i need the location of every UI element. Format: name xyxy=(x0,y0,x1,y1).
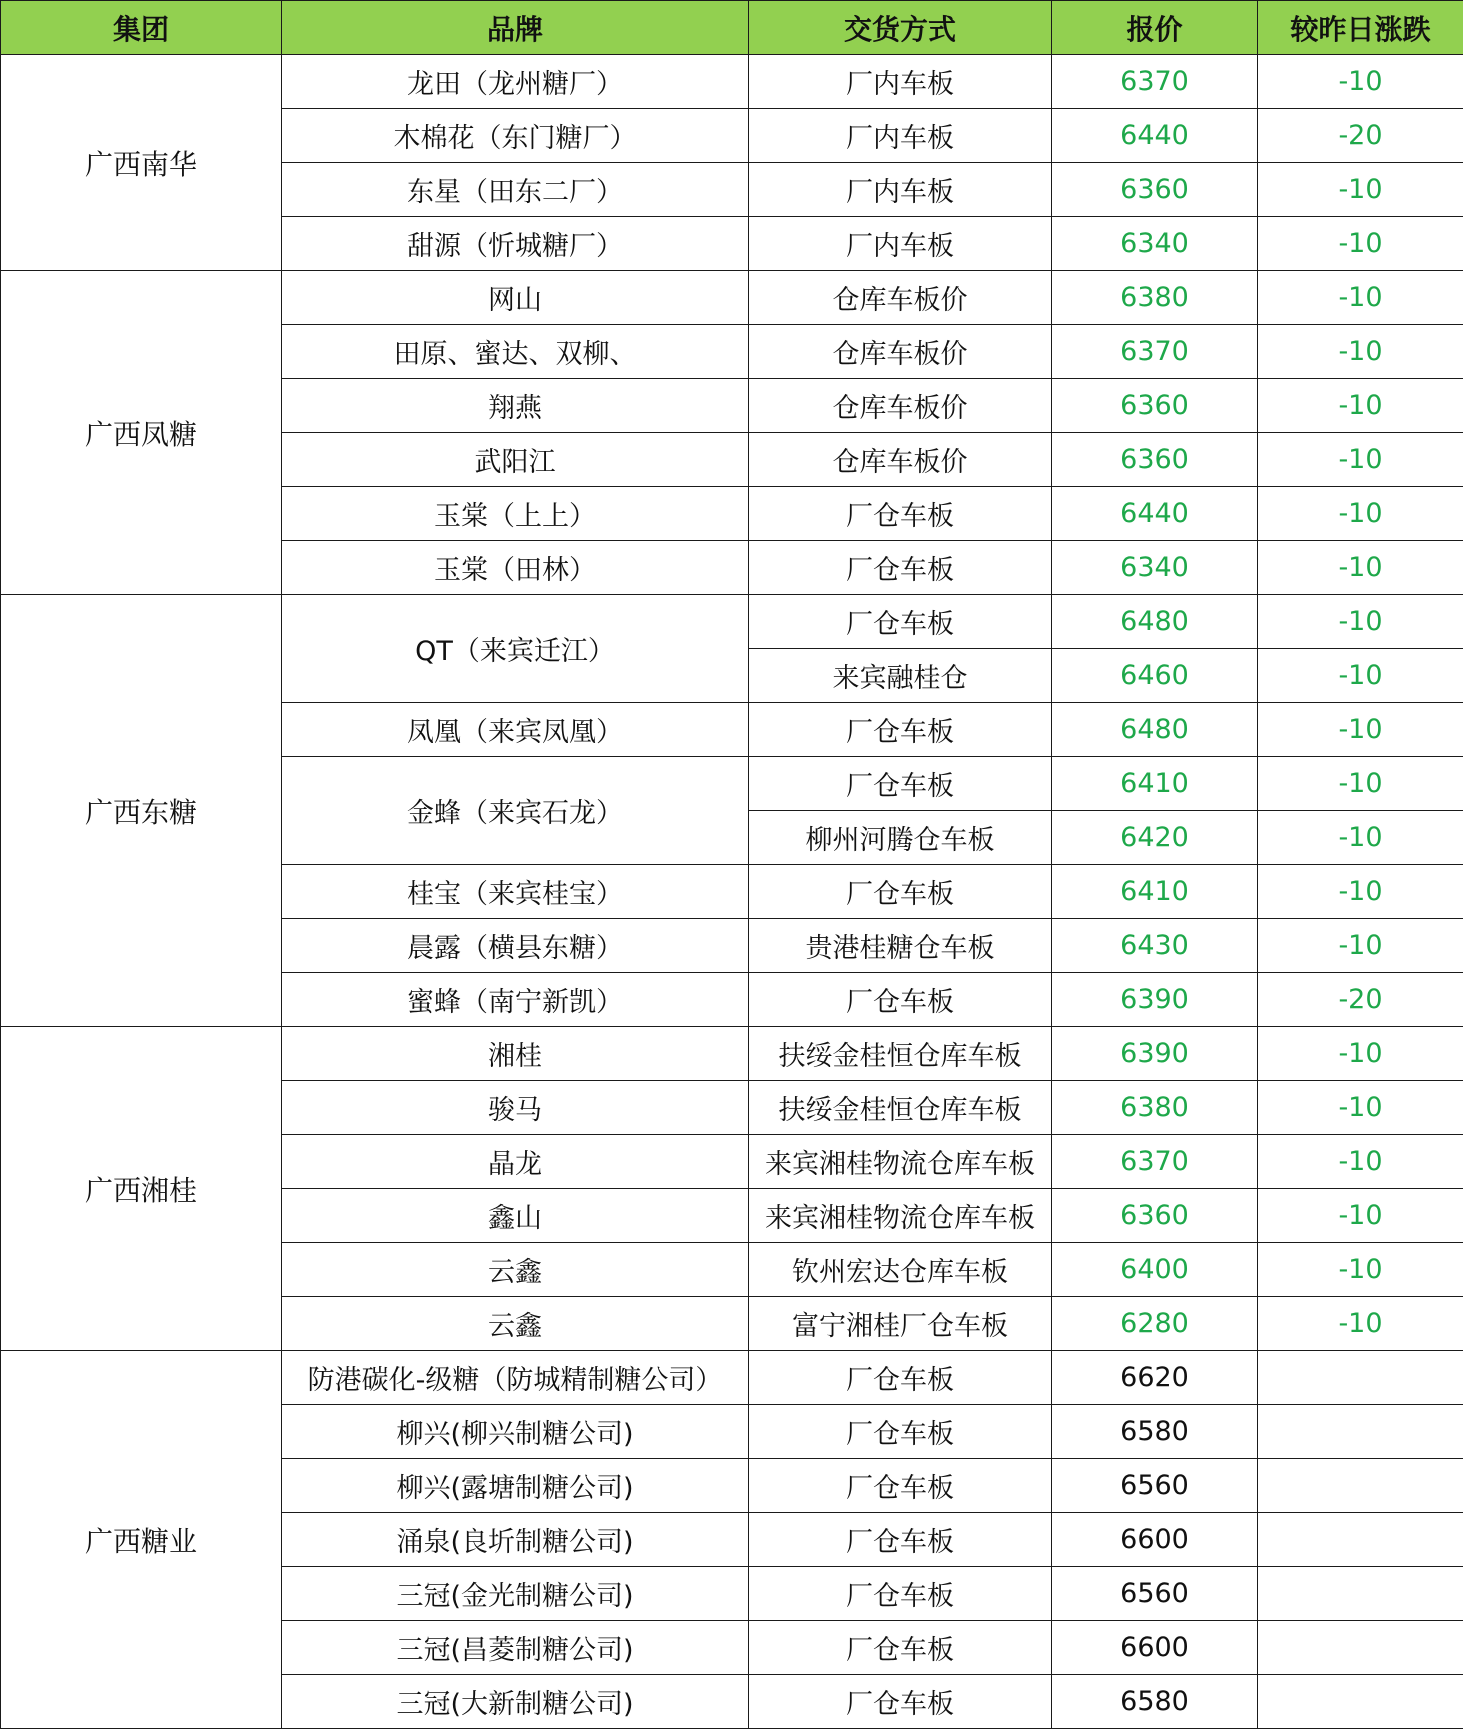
change-cell: -10 xyxy=(1258,919,1463,973)
price-cell: 6480 xyxy=(1052,703,1258,757)
brand-cell: 晶龙 xyxy=(282,1135,749,1189)
header-brand: 品牌 xyxy=(282,1,749,55)
delivery-cell: 厂仓车板 xyxy=(749,703,1052,757)
brand-cell: QT（来宾迁江） xyxy=(282,595,749,703)
table-row xyxy=(1,55,1463,109)
change-cell xyxy=(1258,1351,1463,1405)
price-cell: 6460 xyxy=(1052,649,1258,703)
price-cell: 6380 xyxy=(1052,1081,1258,1135)
price-cell: 6560 xyxy=(1052,1567,1258,1621)
brand-cell: 桂宝（来宾桂宝） xyxy=(282,865,749,919)
group-cell: 广西凤糖 xyxy=(1,271,282,595)
change-cell: -10 xyxy=(1258,433,1463,487)
price-cell: 6360 xyxy=(1052,379,1258,433)
delivery-cell: 厂内车板 xyxy=(749,163,1052,217)
change-cell: -10 xyxy=(1258,541,1463,595)
header-group: 集团 xyxy=(1,1,282,55)
brand-cell: 柳兴(露塘制糖公司) xyxy=(282,1459,749,1513)
delivery-cell: 来宾湘桂物流仓库车板 xyxy=(749,1135,1052,1189)
price-cell: 6370 xyxy=(1052,1135,1258,1189)
change-cell: -10 xyxy=(1258,325,1463,379)
price-cell: 6390 xyxy=(1052,1027,1258,1081)
change-cell: -10 xyxy=(1258,703,1463,757)
delivery-cell: 厂仓车板 xyxy=(749,757,1052,811)
price-cell: 6620 xyxy=(1052,1351,1258,1405)
delivery-cell: 厂仓车板 xyxy=(749,973,1052,1027)
change-cell: -10 xyxy=(1258,865,1463,919)
delivery-cell: 仓库车板价 xyxy=(749,379,1052,433)
delivery-cell: 仓库车板价 xyxy=(749,271,1052,325)
delivery-cell: 厂仓车板 xyxy=(749,1513,1052,1567)
price-cell: 6360 xyxy=(1052,433,1258,487)
change-cell: -10 xyxy=(1258,1081,1463,1135)
brand-cell: 柳兴(柳兴制糖公司) xyxy=(282,1405,749,1459)
delivery-cell: 扶绥金桂恒仓库车板 xyxy=(749,1081,1052,1135)
group-cell: 广西南华 xyxy=(1,55,282,271)
price-cell: 6390 xyxy=(1052,973,1258,1027)
price-cell: 6280 xyxy=(1052,1297,1258,1351)
brand-cell: 骏马 xyxy=(282,1081,749,1135)
header-price: 报价 xyxy=(1052,1,1258,55)
brand-cell: 防港碳化-级糖（防城精制糖公司） xyxy=(282,1351,749,1405)
price-cell: 6410 xyxy=(1052,757,1258,811)
table-row xyxy=(1,1351,1463,1405)
price-cell: 6420 xyxy=(1052,811,1258,865)
table-body xyxy=(1,55,1463,1729)
brand-cell: 玉棠（田林） xyxy=(282,541,749,595)
delivery-cell: 富宁湘桂厂仓车板 xyxy=(749,1297,1052,1351)
brand-cell: 翔燕 xyxy=(282,379,749,433)
brand-cell: 三冠(昌菱制糖公司) xyxy=(282,1621,749,1675)
change-cell: -10 xyxy=(1258,757,1463,811)
delivery-cell: 厂仓车板 xyxy=(749,1405,1052,1459)
delivery-cell: 厂内车板 xyxy=(749,217,1052,271)
table-row xyxy=(1,1027,1463,1081)
delivery-cell: 来宾湘桂物流仓库车板 xyxy=(749,1189,1052,1243)
change-cell: -10 xyxy=(1258,1135,1463,1189)
brand-cell: 晨露（横县东糖） xyxy=(282,919,749,973)
price-cell: 6580 xyxy=(1052,1675,1258,1729)
price-cell: 6340 xyxy=(1052,541,1258,595)
price-cell: 6380 xyxy=(1052,271,1258,325)
change-cell: -10 xyxy=(1258,1297,1463,1351)
price-cell: 6600 xyxy=(1052,1513,1258,1567)
price-cell: 6370 xyxy=(1052,325,1258,379)
change-cell: -10 xyxy=(1258,649,1463,703)
change-cell xyxy=(1258,1513,1463,1567)
delivery-cell: 厂仓车板 xyxy=(749,541,1052,595)
brand-cell: 湘桂 xyxy=(282,1027,749,1081)
brand-cell: 鑫山 xyxy=(282,1189,749,1243)
brand-cell: 云鑫 xyxy=(282,1243,749,1297)
price-cell: 6410 xyxy=(1052,865,1258,919)
group-cell: 广西东糖 xyxy=(1,595,282,1027)
brand-cell: 凤凰（来宾凤凰） xyxy=(282,703,749,757)
delivery-cell: 来宾融桂仓 xyxy=(749,649,1052,703)
price-cell: 6400 xyxy=(1052,1243,1258,1297)
delivery-cell: 厂仓车板 xyxy=(749,487,1052,541)
price-cell: 6360 xyxy=(1052,163,1258,217)
price-cell: 6440 xyxy=(1052,487,1258,541)
change-cell: -10 xyxy=(1258,595,1463,649)
brand-cell: 涌泉(良圻制糖公司) xyxy=(282,1513,749,1567)
delivery-cell: 仓库车板价 xyxy=(749,433,1052,487)
price-cell: 6560 xyxy=(1052,1459,1258,1513)
price-cell: 6370 xyxy=(1052,55,1258,109)
change-cell xyxy=(1258,1621,1463,1675)
table-row xyxy=(1,595,1463,649)
brand-cell: 武阳江 xyxy=(282,433,749,487)
header-row xyxy=(1,1,1463,55)
price-cell: 6580 xyxy=(1052,1405,1258,1459)
change-cell: -10 xyxy=(1258,271,1463,325)
brand-cell: 甜源（忻城糖厂） xyxy=(282,217,749,271)
delivery-cell: 仓库车板价 xyxy=(749,325,1052,379)
brand-cell: 田原、蜜达、双柳、 xyxy=(282,325,749,379)
change-cell: -10 xyxy=(1258,1027,1463,1081)
delivery-cell: 扶绥金桂恒仓库车板 xyxy=(749,1027,1052,1081)
change-cell xyxy=(1258,1675,1463,1729)
delivery-cell: 厂仓车板 xyxy=(749,865,1052,919)
group-cell: 广西糖业 xyxy=(1,1351,282,1729)
brand-cell: 云鑫 xyxy=(282,1297,749,1351)
brand-cell: 金蜂（来宾石龙） xyxy=(282,757,749,865)
brand-cell: 网山 xyxy=(282,271,749,325)
brand-cell: 玉棠（上上） xyxy=(282,487,749,541)
brand-cell: 木棉花（东门糖厂） xyxy=(282,109,749,163)
change-cell xyxy=(1258,1405,1463,1459)
change-cell: -10 xyxy=(1258,1189,1463,1243)
delivery-cell: 钦州宏达仓库车板 xyxy=(749,1243,1052,1297)
header-change: 较昨日涨跌 xyxy=(1258,1,1463,55)
price-cell: 6360 xyxy=(1052,1189,1258,1243)
price-cell: 6430 xyxy=(1052,919,1258,973)
brand-cell: 三冠(大新制糖公司) xyxy=(282,1675,749,1729)
change-cell: -10 xyxy=(1258,55,1463,109)
delivery-cell: 厂仓车板 xyxy=(749,1567,1052,1621)
brand-cell: 三冠(金光制糖公司) xyxy=(282,1567,749,1621)
change-cell: -10 xyxy=(1258,1243,1463,1297)
price-cell: 6340 xyxy=(1052,217,1258,271)
delivery-cell: 贵港桂糖仓车板 xyxy=(749,919,1052,973)
table-row xyxy=(1,271,1463,325)
brand-cell: 龙田（龙州糖厂） xyxy=(282,55,749,109)
delivery-cell: 厂内车板 xyxy=(749,109,1052,163)
delivery-cell: 厂仓车板 xyxy=(749,1351,1052,1405)
brand-cell: 东星（田东二厂） xyxy=(282,163,749,217)
change-cell: -10 xyxy=(1258,379,1463,433)
group-cell: 广西湘桂 xyxy=(1,1027,282,1351)
delivery-cell: 厂内车板 xyxy=(749,55,1052,109)
delivery-cell: 厂仓车板 xyxy=(749,595,1052,649)
brand-cell: 蜜蜂（南宁新凯） xyxy=(282,973,749,1027)
change-cell: -10 xyxy=(1258,811,1463,865)
delivery-cell: 厂仓车板 xyxy=(749,1675,1052,1729)
change-cell xyxy=(1258,1459,1463,1513)
price-cell: 6440 xyxy=(1052,109,1258,163)
change-cell: -20 xyxy=(1258,973,1463,1027)
change-cell: -20 xyxy=(1258,109,1463,163)
delivery-cell: 厂仓车板 xyxy=(749,1459,1052,1513)
delivery-cell: 厂仓车板 xyxy=(749,1621,1052,1675)
delivery-cell: 柳州河腾仓车板 xyxy=(749,811,1052,865)
change-cell xyxy=(1258,1567,1463,1621)
change-cell: -10 xyxy=(1258,163,1463,217)
change-cell: -10 xyxy=(1258,487,1463,541)
price-cell: 6600 xyxy=(1052,1621,1258,1675)
change-cell: -10 xyxy=(1258,217,1463,271)
header-delivery: 交货方式 xyxy=(749,1,1052,55)
price-cell: 6480 xyxy=(1052,595,1258,649)
